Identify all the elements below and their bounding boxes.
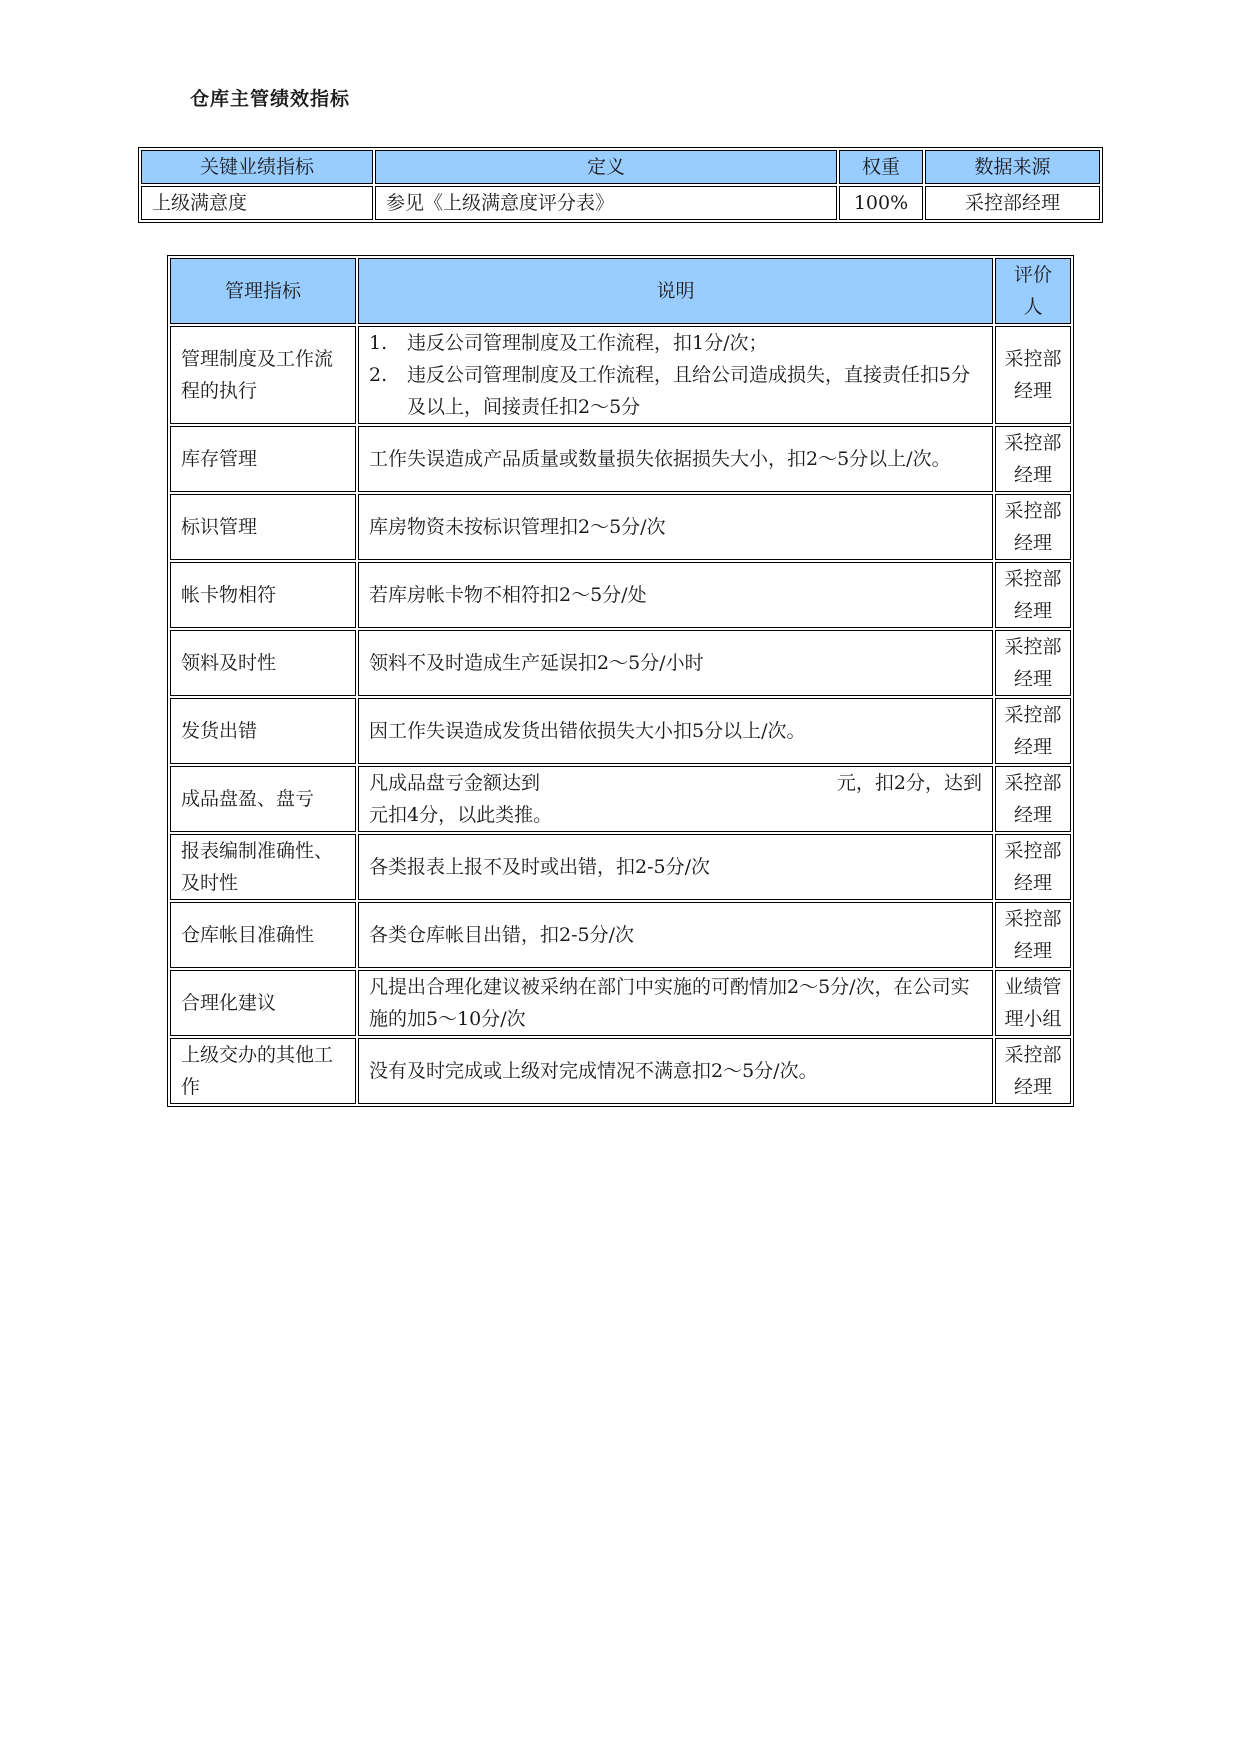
mgmt-evaluator: 采控部经理 <box>995 698 1071 764</box>
table-row <box>170 766 1071 832</box>
mgmt-item: 合理化建议 <box>170 970 356 1036</box>
desc-line: 元扣4分，以此类推。 <box>369 804 553 826</box>
desc-fragment: 凡成品盘亏金额达到 <box>369 772 541 794</box>
table-row <box>170 970 1071 1036</box>
kpi-header-definition: 定义 <box>375 150 837 184</box>
desc-point-number: 2. <box>369 364 388 386</box>
mgmt-desc <box>358 766 993 832</box>
mgmt-desc: 若库房帐卡物不相符扣2～5分/处 <box>358 562 993 628</box>
mgmt-evaluator: 采控部经理 <box>995 562 1071 628</box>
desc-point <box>369 327 982 359</box>
mgmt-desc: 各类报表上报不及时或出错，扣2-5分/次 <box>358 834 993 900</box>
mgmt-evaluator: 采控部经理 <box>995 766 1071 832</box>
mgmt-item: 帐卡物相符 <box>170 562 356 628</box>
mgmt-item: 管理制度及工作流程的执行 <box>170 326 356 424</box>
table-row <box>170 1038 1071 1104</box>
table-row <box>170 326 1071 424</box>
mgmt-header-desc: 说明 <box>358 258 993 324</box>
mgmt-desc: 工作失误造成产品质量或数量损失依据损失大小，扣2～5分以上/次。 <box>358 426 993 492</box>
mgmt-header-row <box>170 258 1071 324</box>
mgmt-item: 成品盘盈、盘亏 <box>170 766 356 832</box>
table-row <box>170 902 1071 968</box>
mgmt-evaluator: 采控部经理 <box>995 494 1071 560</box>
table-row <box>170 698 1071 764</box>
kpi-source: 采控部经理 <box>925 186 1100 220</box>
kpi-header-indicator: 关键业绩指标 <box>141 150 373 184</box>
desc-fragment: 元，扣2分，达到 <box>836 772 982 794</box>
kpi-indicator: 上级满意度 <box>141 186 373 220</box>
table-row <box>170 562 1071 628</box>
mgmt-item: 上级交办的其他工作 <box>170 1038 356 1104</box>
mgmt-item: 领料及时性 <box>170 630 356 696</box>
table-row <box>170 630 1071 696</box>
mgmt-item: 库存管理 <box>170 426 356 492</box>
kpi-header-source: 数据来源 <box>925 150 1100 184</box>
mgmt-evaluator: 采控部经理 <box>995 834 1071 900</box>
desc-point-text: 违反公司管理制度及工作流程，且给公司造成损失，直接责任扣5分及以上，间接责任扣2～5分 <box>407 364 971 418</box>
mgmt-desc: 因工作失误造成发货出错依损失大小扣5分以上/次。 <box>358 698 993 764</box>
mgmt-item: 仓库帐目准确性 <box>170 902 356 968</box>
page-title: 仓库主管绩效指标 <box>190 88 351 110</box>
mgmt-evaluator: 采控部经理 <box>995 326 1071 424</box>
desc-point <box>369 359 982 423</box>
table-row <box>170 426 1071 492</box>
mgmt-evaluator: 采控部经理 <box>995 630 1071 696</box>
mgmt-header-evaluator: 评价人 <box>995 258 1071 324</box>
kpi-definition: 参见《上级满意度评分表》 <box>375 186 837 220</box>
mgmt-item: 标识管理 <box>170 494 356 560</box>
table-row <box>170 834 1071 900</box>
mgmt-evaluator: 采控部经理 <box>995 426 1071 492</box>
kpi-row <box>141 186 1100 220</box>
mgmt-evaluator: 采控部经理 <box>995 902 1071 968</box>
mgmt-evaluator: 采控部经理 <box>995 1038 1071 1104</box>
mgmt-desc <box>358 326 993 424</box>
kpi-header-weight: 权重 <box>839 150 923 184</box>
desc-point-list <box>369 327 982 423</box>
management-table <box>167 255 1074 1107</box>
kpi-table <box>138 147 1103 223</box>
desc-point-number: 1. <box>369 332 388 354</box>
kpi-header-row <box>141 150 1100 184</box>
mgmt-desc: 没有及时完成或上级对完成情况不满意扣2～5分/次。 <box>358 1038 993 1104</box>
mgmt-header-item: 管理指标 <box>170 258 356 324</box>
mgmt-evaluator: 业绩管理小组 <box>995 970 1071 1036</box>
mgmt-desc: 凡提出合理化建议被采纳在部门中实施的可酌情加2～5分/次，在公司实施的加5～10分/次 <box>358 970 993 1036</box>
table-row <box>170 494 1071 560</box>
desc-line <box>369 767 982 799</box>
mgmt-desc: 各类仓库帐目出错，扣2-5分/次 <box>358 902 993 968</box>
mgmt-item: 报表编制准确性、及时性 <box>170 834 356 900</box>
desc-point-text: 违反公司管理制度及工作流程，扣1分/次； <box>407 332 768 354</box>
kpi-weight: 100% <box>839 186 923 220</box>
mgmt-desc: 领料不及时造成生产延误扣2～5分/小时 <box>358 630 993 696</box>
mgmt-desc: 库房物资未按标识管理扣2～5分/次 <box>358 494 993 560</box>
mgmt-item: 发货出错 <box>170 698 356 764</box>
